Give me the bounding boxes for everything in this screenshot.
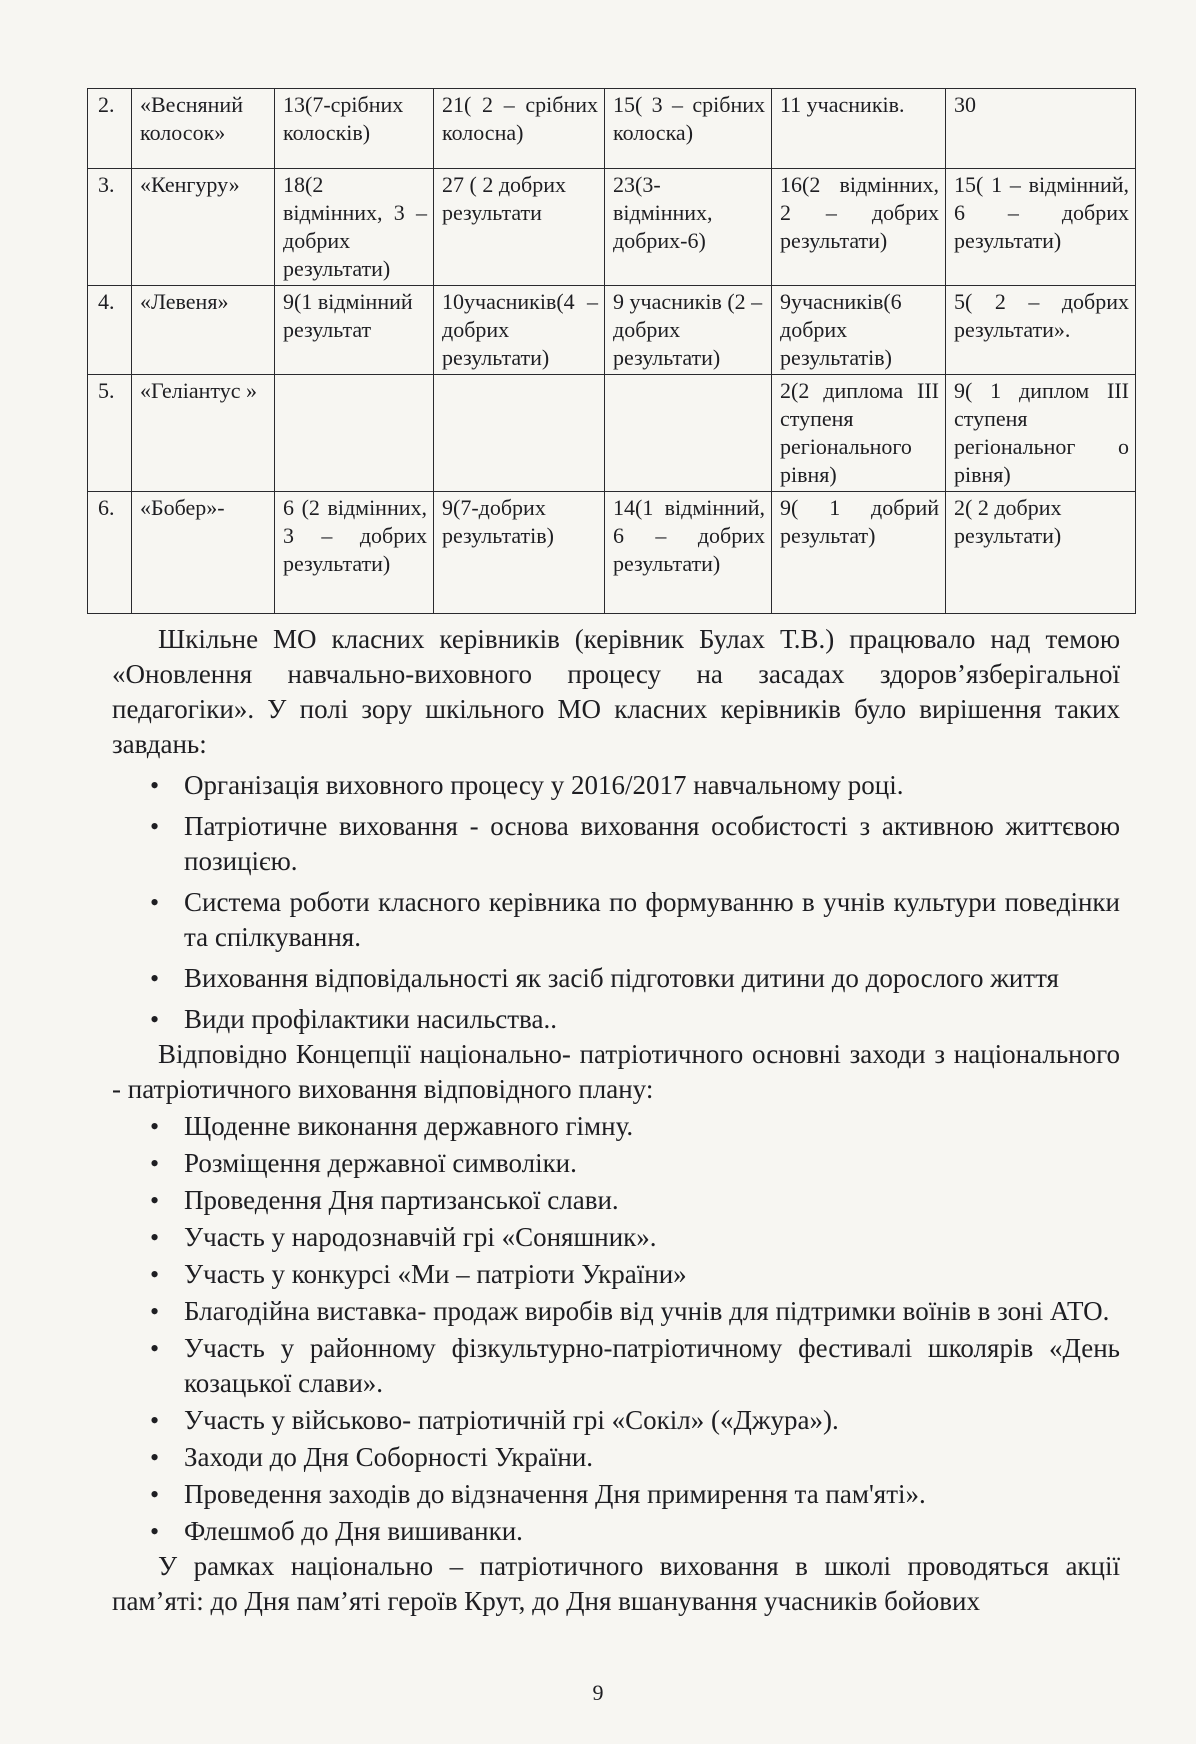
- list-item: • Участь у військово- патріотичній грі «Сокіл» («Джура»).: [112, 1403, 1120, 1438]
- list-item: • Заходи до Дня Соборності України.: [112, 1440, 1120, 1475]
- table-cell: 27 ( 2 добрих результати: [434, 169, 605, 286]
- table-cell: 16(2 відмінних, 2 – добрих результати): [772, 169, 946, 286]
- paragraph-concept: Відповідно Концепції національно- патріотичного основні заходи з національного - патріотичного виховання відповідного плану:: [112, 1039, 1120, 1104]
- competition-name: «Весняний колосок»: [132, 89, 275, 169]
- table-row: [88, 286, 1136, 375]
- table-cell: 14(1 відмінний, 6 – добрих результати): [605, 492, 772, 614]
- row-number: 6.: [88, 492, 132, 614]
- table-cell: 30: [946, 89, 1136, 169]
- table-cell: 2(2 диплома ІІІ ступеня регіонального рівня): [772, 375, 946, 492]
- list-item: • Система роботи класного керівника по формуванню в учнів культури поведінки та спілкування.: [112, 885, 1120, 955]
- table-cell: 5( 2 – добрих результати».: [946, 286, 1136, 375]
- table-cell: 2( 2 добрих результати): [946, 492, 1136, 614]
- row-number: 3.: [88, 169, 132, 286]
- list-item: • Участь у конкурсі «Ми – патріоти України»: [112, 1257, 1120, 1292]
- table-row: [88, 492, 1136, 614]
- table-cell: 13(7-срібних колосків): [275, 89, 434, 169]
- table-row: [88, 89, 1136, 169]
- list-item: • Патріотичне виховання - основа виховання особистості з активною життєвою позицією.: [112, 809, 1120, 879]
- table-cell: 9(7-добрих результатів): [434, 492, 605, 614]
- table-cell: 18(2 відмінних, 3 – добрих результати): [275, 169, 434, 286]
- table-cell: 9учасників(6 добрих результатів): [772, 286, 946, 375]
- row-number: 2.: [88, 89, 132, 169]
- competition-name: «Левеня»: [132, 286, 275, 375]
- measures-list: [112, 1109, 1120, 1549]
- table-cell: 15( 3 – срібних колоска): [605, 89, 772, 169]
- table-cell: 6 (2 відмінних, 3 – добрих результати): [275, 492, 434, 614]
- paragraph-mo: Шкільне МО класних керівників (керівник Булах Т.В.) працювало над темою «Оновлення навчально-виховного процесу на засадах здоров’язберігальної педагогіки». У полі зору шкільного МО класних керівників було вирішення таких завдань:: [112, 624, 1120, 759]
- tasks-list: [112, 768, 1120, 1037]
- competition-name: «Кенгуру»: [132, 169, 275, 286]
- table-cell: 15( 1 – відмінний, 6 – добрих результати): [946, 169, 1136, 286]
- list-item: • Розміщення державної символіки.: [112, 1146, 1120, 1181]
- table-row: [88, 375, 1136, 492]
- list-item: • Участь у народознавчій грі «Соняшник».: [112, 1220, 1120, 1255]
- table-cell: [275, 375, 434, 492]
- list-item: • Виховання відповідальності як засіб підготовки дитини до дорослого життя: [112, 961, 1120, 996]
- table-cell: [605, 375, 772, 492]
- table-cell: 9( 1 добрий результат): [772, 492, 946, 614]
- competition-name: «Геліантус »: [132, 375, 275, 492]
- list-item: • Благодійна виставка- продаж виробів від учнів для підтримки воїнів в зоні АТО.: [112, 1294, 1120, 1329]
- table-cell: 9( 1 диплом ІІІ ступеня регіональног о рівня): [946, 375, 1136, 492]
- table-cell: 9(1 відмінний результат: [275, 286, 434, 375]
- body-text: [112, 622, 1120, 1619]
- list-item: • Щоденне виконання державного гімну.: [112, 1109, 1120, 1144]
- table-row: [88, 169, 1136, 286]
- paragraph-memory: У рамках національно – патріотичного виховання в школі проводяться акції пам’яті: до Дня пам’яті героїв Крут, до Дня вшанування учасників бойових: [112, 1551, 1120, 1616]
- table-cell: 21( 2 – срібних колосна): [434, 89, 605, 169]
- table-cell: 9 учасників (2 –добрих результати): [605, 286, 772, 375]
- page-number: 9: [592, 1680, 604, 1705]
- list-item: • Проведення заходів до відзначення Дня примирення та пам'яті».: [112, 1477, 1120, 1512]
- row-number: 5.: [88, 375, 132, 492]
- list-item: • Види профілактики насильства..: [112, 1002, 1120, 1037]
- table-cell: 11 учасників.: [772, 89, 946, 169]
- table-cell: 10учасників(4 – добрих результати): [434, 286, 605, 375]
- competition-name: «Бобер»-: [132, 492, 275, 614]
- list-item: • Організація виховного процесу у 2016/2017 навчальному році.: [112, 768, 1120, 803]
- results-table: [87, 88, 1136, 614]
- list-item: • Флешмоб до Дня вишиванки.: [112, 1514, 1120, 1549]
- table-cell: 23(3- відмінних, добрих-6): [605, 169, 772, 286]
- row-number: 4.: [88, 286, 132, 375]
- list-item: • Проведення Дня партизанської слави.: [112, 1183, 1120, 1218]
- table-cell: [434, 375, 605, 492]
- list-item: • Участь у районному фізкультурно-патріотичному фестивалі школярів «День козацької слави».: [112, 1331, 1120, 1401]
